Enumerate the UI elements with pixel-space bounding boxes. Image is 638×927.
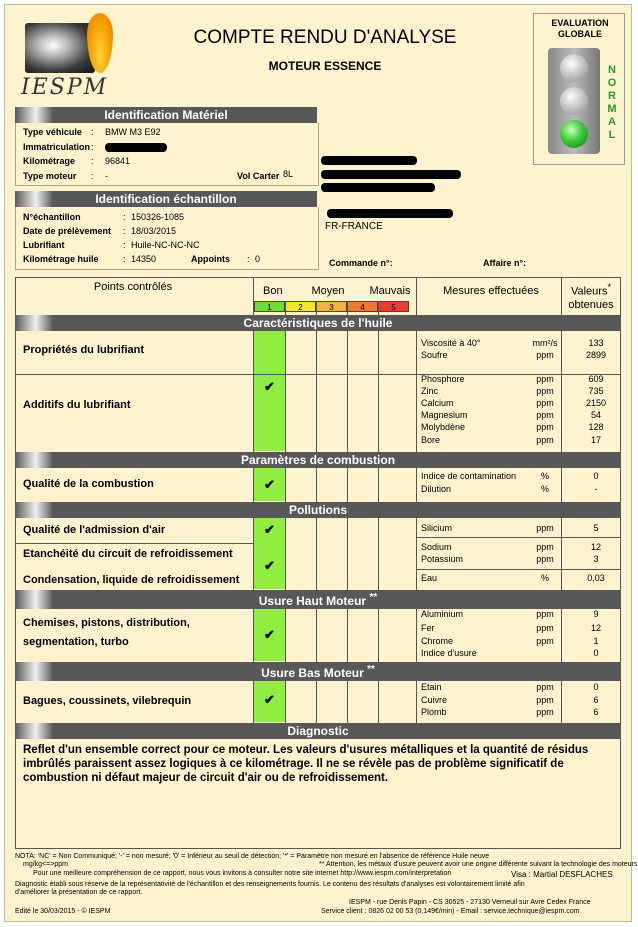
measure-unit: ppm (536, 609, 554, 619)
measure-value: 6 (593, 707, 599, 717)
measure-value: 6 (593, 695, 599, 705)
section-header (15, 452, 621, 468)
measure-unit: ppm (536, 350, 554, 360)
affaire-label: Affaire n°: (483, 258, 527, 268)
measure-name: Soufre (421, 350, 448, 360)
footer-service: Service client : 0826 02 00 53 (0,149€/min) - Email : service.technique@iespm.com (321, 908, 580, 915)
iespm-logo (15, 13, 125, 101)
redacted-client-name (321, 156, 417, 165)
measure-value: 0 (593, 471, 599, 481)
measure-name: Indice d'usure (421, 648, 477, 658)
eval-letter: N (608, 64, 616, 76)
mileage-value: 96841 (105, 156, 131, 166)
section-title: Pollutions (289, 503, 347, 517)
materiel-row (23, 171, 76, 181)
measure-unit: ppm (536, 682, 554, 692)
measure-unit: ppm (536, 695, 554, 705)
footer-note: Pour une meilleure compréhension de ce rapport, nous vous invitons à consulter notre site internet http://www.iespm.com/interpretation (33, 870, 452, 877)
col-obtenues-label: obtenues (568, 298, 614, 311)
section-header (15, 502, 621, 518)
section-suffix: ** (369, 592, 378, 603)
measure-name: Zinc (421, 386, 439, 396)
section-header (15, 723, 621, 739)
materiel-row (23, 142, 90, 152)
section-header (15, 315, 621, 331)
measure-unit: mm²/s (532, 338, 558, 348)
measure-value: 735 (588, 386, 604, 396)
footer-note: Diagnostic établi sous réserve de la représentativité de l'échantillon et des renseignements fournis. Le contenu des résultats d'analyses est volontairement limité afin (15, 881, 525, 888)
report-page (4, 4, 638, 922)
measure-value: 17 (590, 435, 601, 445)
measure-unit: ppm (536, 542, 554, 552)
measure-unit: ppm (536, 386, 554, 396)
eval-status (606, 64, 618, 142)
eval-title: EVALUATION GLOBALE (551, 18, 609, 39)
footer-address: IESPM - rue Denis Papin - CS 30525 - 27130 Verneuil sur Avre Cedex France (349, 899, 591, 906)
vol-carter-label: Vol Carter (237, 171, 280, 181)
measure-name: Phosphore (421, 374, 465, 384)
scale-cell-4: 4 (347, 301, 378, 312)
row-sep: : (91, 156, 94, 166)
measure-value: 12 (590, 542, 601, 552)
lubricant-value: Huile-NC-NC-NC (131, 240, 200, 250)
measure-value: 0 (593, 648, 599, 658)
measure-unit: ppm (536, 422, 554, 432)
measure-value: - (594, 484, 598, 494)
measure-value: 2150 (585, 398, 607, 408)
row-label: N°échantillon (23, 212, 81, 222)
row-label: Date de prélèvement (23, 226, 112, 236)
section-title: Usure Bas Moteur (261, 666, 364, 680)
measure-value: 609 (588, 374, 604, 384)
section-title: Diagnostic (287, 724, 349, 738)
section-header (15, 590, 621, 609)
measure-value: 9 (593, 609, 599, 619)
measure-unit: ppm (536, 707, 554, 717)
measure-name: Calcium (421, 398, 454, 408)
client-country: FR-FRANCE (325, 221, 383, 232)
measure-unit: ppm (536, 410, 554, 420)
redacted-client-address-2 (321, 183, 435, 192)
col-valeurs-header (561, 281, 621, 312)
measure-value: 54 (590, 410, 601, 420)
footer-note: ** Attention, les métaux d'usure peuvent avoir une origine différente suivant la technologie des moteurs (319, 861, 638, 868)
section-title: Usure Haut Moteur (258, 594, 367, 608)
vehicle-type-value: BMW M3 E92 (105, 127, 161, 137)
commande-label: Commande n°: (329, 258, 393, 268)
measure-unit: % (540, 471, 549, 481)
check-icon: ✔ (264, 558, 275, 573)
sample-date-value: 18/03/2015 (131, 226, 177, 236)
engine-type-value: - (105, 171, 108, 181)
vol-carter-value: 8L (283, 169, 294, 179)
point-label: Propriétés du lubrifiant (23, 344, 145, 356)
measure-name: Magnesium (421, 410, 468, 420)
scale-cell-1: 1 (254, 301, 285, 312)
point-label: Additifs du lubrifiant (23, 399, 131, 411)
measure-name: Silicium (421, 523, 453, 533)
redacted-client-city (327, 209, 453, 218)
grid-line (416, 277, 417, 723)
section-suffix: ** (367, 664, 375, 675)
logo-text: IESPM (21, 75, 109, 100)
oil-mileage-value: 14350 (131, 254, 157, 264)
materiel-title: Identification Matériel (104, 108, 228, 122)
appoints-label: Appoints (191, 254, 230, 264)
lamp-red-icon (560, 54, 588, 82)
redacted-client-address-1 (321, 170, 461, 179)
measure-unit: % (540, 573, 549, 583)
row-sep: : (123, 240, 126, 250)
appoints-value: 0 (255, 254, 261, 264)
eval-letter: R (608, 90, 616, 102)
eval-letter: O (607, 77, 617, 89)
measure-name: Plomb (421, 707, 447, 717)
col-mauvais-header: Mauvais (369, 285, 411, 297)
row-label: Type moteur (23, 171, 77, 181)
echantillon-title: Identification échantillon (95, 192, 237, 206)
row-sep: : (91, 171, 94, 181)
measure-unit: ppm (536, 554, 554, 564)
point-label: Chemises, pistons, distribution, (23, 617, 190, 629)
measure-unit: ppm (536, 623, 554, 633)
check-icon: ✔ (264, 627, 275, 642)
check-icon: ✔ (264, 379, 275, 394)
scale-cell-3: 3 (316, 301, 347, 312)
row-sep: : (91, 142, 94, 152)
measure-value: 12 (590, 623, 601, 633)
check-icon: ✔ (264, 692, 275, 707)
measure-value: 5 (593, 523, 599, 533)
check-icon: ✔ (264, 477, 275, 492)
footer-note: d'améliorer la présentation de ce rapport. (15, 889, 143, 896)
measure-value: 0 (593, 682, 599, 692)
grid-line (253, 277, 254, 723)
section-title: Caractéristiques de l'huile (243, 316, 393, 330)
point-label: Etanchéité du circuit de refroidissement (23, 548, 233, 560)
point-label: Qualité de l'admission d'air (23, 524, 166, 536)
measure-name: Bore (421, 435, 441, 445)
sample-number-value: 150326-1085 (131, 212, 185, 222)
report-title: COMPTE RENDU D'ANALYSE (193, 27, 457, 48)
measure-name: Etain (421, 682, 442, 692)
row-label: Kilométrage huile (23, 254, 99, 264)
measure-value: 1 (593, 636, 599, 646)
measure-name: Fer (421, 623, 435, 633)
measure-unit: ppm (536, 523, 554, 533)
col-valeurs-star: * (607, 282, 612, 292)
col-bon-header: Bon (263, 285, 283, 297)
measure-unit: ppm (536, 435, 554, 445)
point-label: Bagues, coussinets, vilebrequin (23, 695, 192, 707)
row-sep: : (123, 226, 126, 236)
measure-name: Molybdène (421, 422, 466, 432)
point-label: Qualité de la combustion (23, 478, 154, 490)
row-divider (15, 543, 253, 544)
row-divider (416, 537, 621, 538)
logo-gradient (25, 23, 95, 73)
scale-cell-5: 5 (378, 301, 409, 312)
col-points-header: Points contrôlés (93, 281, 173, 293)
row-sep: : (123, 212, 126, 222)
eval-letter: L (608, 129, 616, 141)
footer-note: NOTA: 'NC' = Non Communiqué; '-' = non mesuré; '0' = Inférieur au seuil de détection; '*' = Paramètre non mesuré en l'absence de référence Huile neuve (15, 853, 490, 860)
measure-value: 133 (588, 338, 604, 348)
point-label: Condensation, liquide de refroidissement (23, 574, 240, 586)
report-subtitle: MOTEUR ESSENCE (268, 59, 382, 73)
footer-note: mg/kg<=>ppm (23, 861, 68, 868)
eval-letter: A (608, 116, 616, 128)
row-sep: : (247, 254, 250, 264)
measure-value: 2899 (585, 350, 607, 360)
echantillon-header (15, 191, 317, 207)
measure-value: 3 (593, 554, 599, 564)
measure-name: Indice de contamination (421, 471, 517, 481)
row-sep: : (91, 127, 94, 137)
col-mesures-header: Mesures effectuées (443, 285, 539, 297)
measure-value: 128 (588, 422, 604, 432)
measure-name: Cuivre (421, 695, 448, 705)
measure-name: Potassium (421, 554, 464, 564)
row-label: Type véhicule (23, 127, 82, 137)
measure-unit: ppm (536, 374, 554, 384)
lamp-green-icon (560, 120, 588, 148)
row-label: Lubrifiant (23, 240, 65, 250)
measure-unit: % (540, 484, 549, 494)
eval-letter: M (607, 103, 617, 115)
lamp-orange-icon (560, 87, 588, 115)
check-icon: ✔ (264, 522, 275, 537)
measure-name: Eau (421, 573, 438, 583)
measure-name: Viscosité à 40° (421, 338, 481, 348)
point-label: segmentation, turbo (23, 636, 129, 648)
materiel-row (23, 127, 82, 137)
measure-unit: ppm (536, 398, 554, 408)
measure-name: Sodium (421, 542, 452, 552)
materiel-row (23, 156, 75, 166)
measure-unit: ppm (536, 636, 554, 646)
diagnostic-text: Reflet d'un ensemble correct pour ce moteur. Les valeurs d'usures métalliques et la quantité de résidus imbrûlés paraissent assez logiques à ce kilométrage. Il ne se révèle pas de problème significatif de combustion ni défaut majeur de circuit d'air ou de refroidissement. (23, 744, 589, 784)
footer-edited: Edité le 30/03/2015 - © IESPM (15, 908, 111, 915)
col-valeurs-label: Valeurs (570, 285, 608, 298)
scale-cell-2: 2 (285, 301, 316, 312)
section-header (15, 662, 621, 681)
materiel-header (15, 107, 317, 123)
row-label: Kilométrage (23, 156, 76, 166)
section-title: Paramètres de combustion (240, 453, 396, 467)
traffic-light (548, 48, 600, 154)
redacted-plate (105, 143, 167, 152)
measure-value: 0,03 (587, 573, 605, 583)
oil-drop-icon (87, 13, 113, 73)
measure-name: Aluminium (421, 609, 464, 619)
col-moyen-header: Moyen (311, 285, 345, 297)
global-evaluation (533, 13, 625, 165)
measure-name: Dilution (421, 484, 452, 494)
row-label: Immatriculation (23, 142, 91, 152)
row-sep: : (123, 254, 126, 264)
footer-visa: Visa : Martial DESFLACHES (511, 870, 613, 879)
measure-name: Chrome (421, 636, 454, 646)
row-divider (416, 569, 621, 570)
